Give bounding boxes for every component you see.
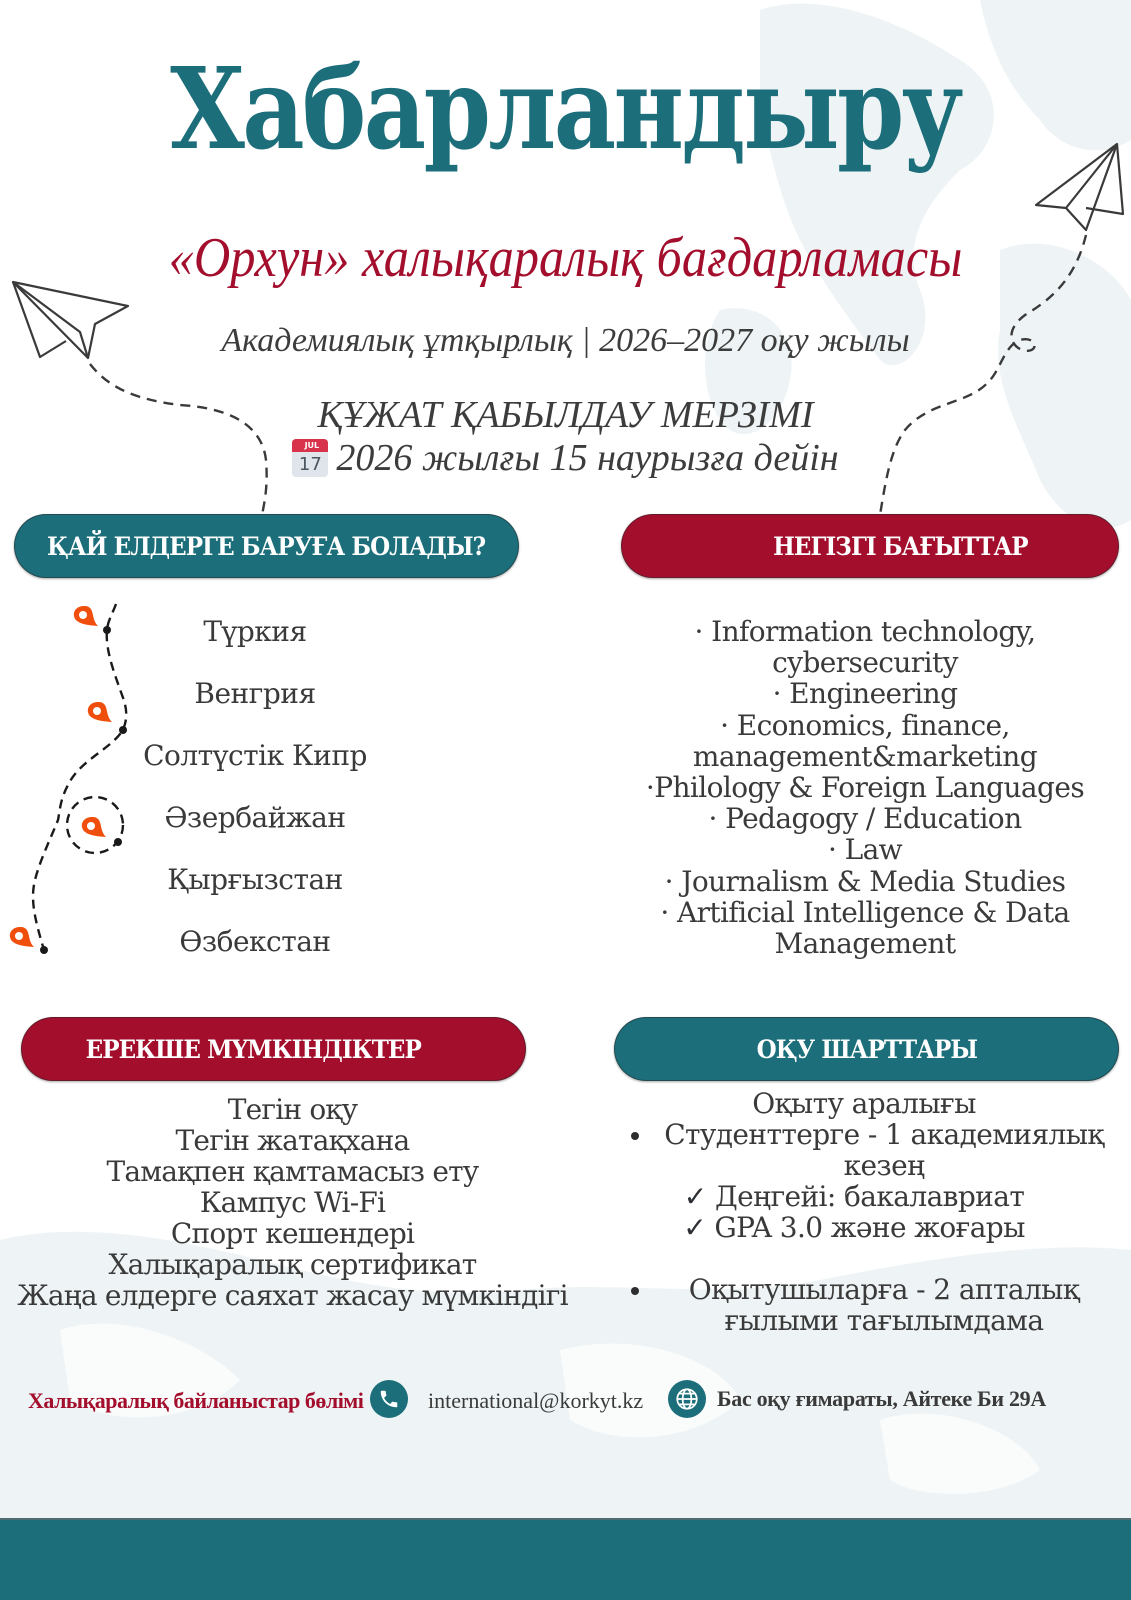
country-item: Түркия <box>203 615 307 648</box>
direction-line: Management <box>774 927 956 961</box>
bullet-icon <box>631 1132 639 1140</box>
direction-line: · Economics, finance, <box>720 708 1010 742</box>
globe-icon <box>668 1380 706 1418</box>
country-item: Өзбекстан <box>179 925 331 958</box>
academic-year-line: Академиялық ұтқырлық | 2026–2027 оқу жылы <box>221 322 910 359</box>
feature-item: Халықаралық сертификат <box>108 1248 477 1281</box>
program-title: «Орхун» халықаралық бағдарламасы <box>168 227 963 289</box>
paper-plane-left-icon <box>0 260 300 520</box>
teachers-term: Оқытушыларға - 2 апталық ғылыми тағылымдама <box>612 1274 1116 1336</box>
direction-line: management&marketing <box>692 739 1038 773</box>
level-requirement: ✓ Деңгейі: бакалавриат <box>683 1180 1025 1213</box>
terms-section-header: ОҚУ ШАРТТАРЫ <box>614 1017 1119 1081</box>
direction-line: · Pedagogy / Education <box>708 802 1022 836</box>
gpa-requirement: ✓ GPA 3.0 және жоғары <box>683 1211 1025 1244</box>
features-list <box>10 1094 575 1311</box>
feature-item: Тегін оқу <box>227 1093 358 1126</box>
contact-footer <box>0 1380 1131 1424</box>
country-item: Венгрия <box>194 677 316 710</box>
feature-item: Спорт кешендері <box>170 1217 415 1250</box>
direction-line: · Information technology, <box>694 615 1036 648</box>
students-term: Студенттерге - 1 академиялық кезең <box>612 1119 1116 1181</box>
bullet-icon <box>631 1287 639 1295</box>
checkmark-icon: ✓ <box>683 1180 707 1213</box>
feature-item: Тегін жатақхана <box>175 1124 410 1157</box>
direction-line: cybersecurity <box>772 646 958 680</box>
direction-line: ·Philology & Foreign Languages <box>645 771 1085 805</box>
deadline-date: 2026 жылғы 15 наурызға дейін <box>336 437 839 479</box>
country-item: Солтүстік Кипр <box>143 739 367 772</box>
direction-line: · Law <box>827 833 903 867</box>
feature-item: Кампус Wi-Fi <box>199 1186 386 1219</box>
direction-line: · Journalism & Media Studies <box>664 864 1066 898</box>
checkmark-icon: ✓ <box>683 1211 707 1244</box>
phone-icon[interactable] <box>370 1380 408 1418</box>
directions-list <box>620 616 1110 959</box>
bottom-bar <box>0 1518 1131 1600</box>
deadline-date-row <box>0 436 1131 480</box>
period-label: Оқыту аралығы <box>752 1087 976 1120</box>
terms-block <box>612 1088 1116 1336</box>
feature-item: Жаңа елдерге саяхат жасау мүмкіндігі <box>17 1279 568 1312</box>
calendar-icon: JUL 17 <box>292 439 328 477</box>
email-link[interactable]: international@korkyt.kz <box>428 1388 644 1413</box>
deadline-label: ҚҰЖАТ ҚАБЫЛДАУ МЕРЗІМІ <box>317 394 814 436</box>
department-name: Халықаралық байланыстар бөлімі <box>28 1388 364 1413</box>
address-text: Бас оқу ғимараты, Айтеке Би 29А <box>717 1386 1046 1411</box>
features-section-header: ЕРЕКШЕ МҮМКІНДІКТЕР <box>21 1017 526 1081</box>
feature-item: Тамақпен қамтамасыз ету <box>106 1155 479 1188</box>
country-item: Әзербайжан <box>164 801 346 834</box>
direction-line: · Artificial Intelligence & Data <box>660 895 1070 929</box>
countries-section-header: ҚАЙ ЕЛДЕРГЕ БАРУҒА БОЛАДЫ? <box>14 514 519 578</box>
page-title: Хабарландыру <box>170 44 961 175</box>
country-item: Қырғызстан <box>167 863 343 896</box>
directions-section-header: НЕГІЗГІ БАҒЫТТАР <box>621 514 1119 578</box>
location-pin-icon <box>8 925 38 949</box>
direction-line: · Engineering <box>772 677 958 711</box>
